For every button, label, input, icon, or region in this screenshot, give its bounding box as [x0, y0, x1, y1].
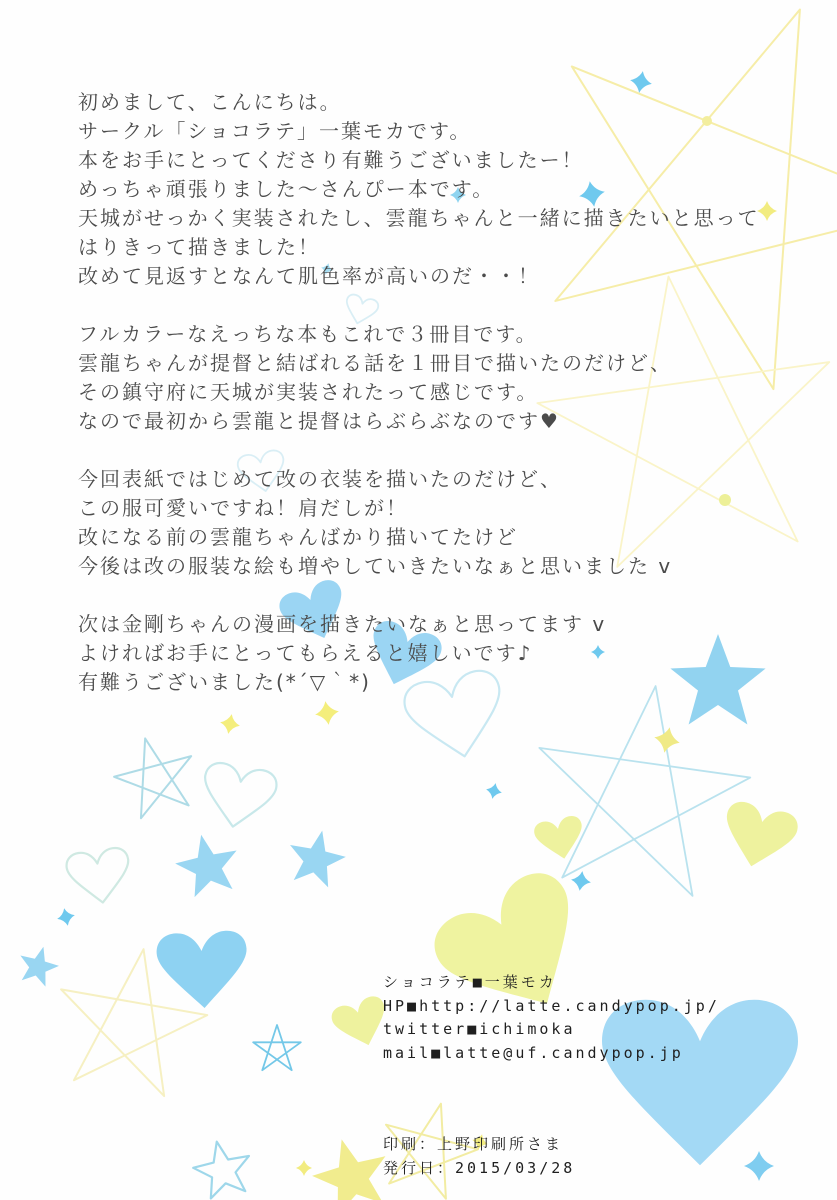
afterword-paragraph — [78, 610, 760, 697]
star-icon — [14, 942, 62, 989]
colophon-credit-line: HP■http://latte.candypop.jp/ — [383, 996, 720, 1015]
star-sketch-icon — [107, 728, 204, 822]
colophon-print-line: 発行日：2015/03/28 — [383, 1159, 576, 1177]
afterword-line: めっちゃ頑張りました～さんぴー本です。 — [78, 177, 495, 201]
afterword-line: サークル「ショコラテ」一葉モカです。 — [78, 119, 472, 143]
colophon-credits — [383, 971, 720, 1065]
sparkle-icon — [757, 201, 777, 221]
colophon-print-line: 印刷：上野印刷所さま — [383, 1135, 564, 1153]
sparkle-icon — [744, 1151, 774, 1181]
afterword-line: 次は金剛ちゃんの漫画を描きたいなぁと思ってます v — [78, 612, 607, 636]
afterword-line: 有難うございました(*´▽｀*) — [78, 670, 371, 694]
sparkle-icon — [485, 782, 504, 801]
colophon-credit-line: mail■latte@uf.candypop.jp — [383, 1043, 684, 1062]
afterword-line: 雲龍ちゃんが提督と結ばれる話を１冊目で描いたのだけど、 — [78, 351, 672, 375]
afterword-line: 改になる前の雲龍ちゃんばかり描いてたけど — [78, 525, 518, 549]
afterword-line: この服可愛いですね！肩だしが！ — [78, 496, 408, 520]
heart-outline-icon — [65, 846, 134, 907]
colophon — [383, 924, 720, 1200]
heart-icon — [716, 799, 801, 875]
afterword-line: 改めて見返すとなんて肌色率が高いのだ・・！ — [78, 264, 540, 288]
afterword-paragraph — [78, 88, 760, 291]
afterword-line: よければお手にとってもらえると嬉しいです♪ — [78, 641, 533, 665]
star-outline-icon — [189, 1136, 256, 1200]
afterword-line: 天城がせっかく実装されたし、雲龍ちゃんと一緒に描きたいと思って — [78, 206, 760, 230]
afterword-text — [78, 88, 760, 726]
afterword-paragraph — [78, 320, 760, 436]
afterword-line: フルカラーなえっちな本もこれで３冊目です。 — [78, 322, 538, 346]
colophon-credit-line: ショコラテ■一葉モカ — [383, 973, 557, 991]
afterword-line: はりきって描きました！ — [78, 235, 320, 259]
heart-outline-icon — [197, 761, 278, 833]
heart-icon — [156, 930, 250, 1011]
sparkle-icon — [296, 1160, 312, 1176]
star-icon — [170, 828, 244, 899]
afterword-line: 初めまして、こんにちは。 — [78, 90, 342, 114]
heart-icon — [532, 814, 587, 864]
afterword-paragraph — [78, 465, 760, 581]
afterword-line: 今回表紙ではじめて改の衣装を描いたのだけど、 — [78, 467, 562, 491]
afterword-line: 今後は改の服装な絵も増やしていきたいなぁと思いました v — [78, 554, 673, 578]
afterword-line: なので最初から雲龍と提督はらぶらぶなのです♥ — [78, 409, 560, 433]
afterword-line: 本をお手にとってくださり有難うございましたー！ — [78, 148, 584, 172]
star-sketch-icon — [253, 1025, 301, 1070]
star-icon — [283, 825, 350, 890]
sparkle-icon — [570, 870, 593, 893]
sparkle-icon — [55, 906, 76, 927]
colophon-print-info — [383, 1132, 720, 1180]
afterword-line: その鎮守府に天城が実装されたって感じです。 — [78, 380, 539, 404]
colophon-credit-line: twitter■ichimoka — [383, 1020, 576, 1038]
